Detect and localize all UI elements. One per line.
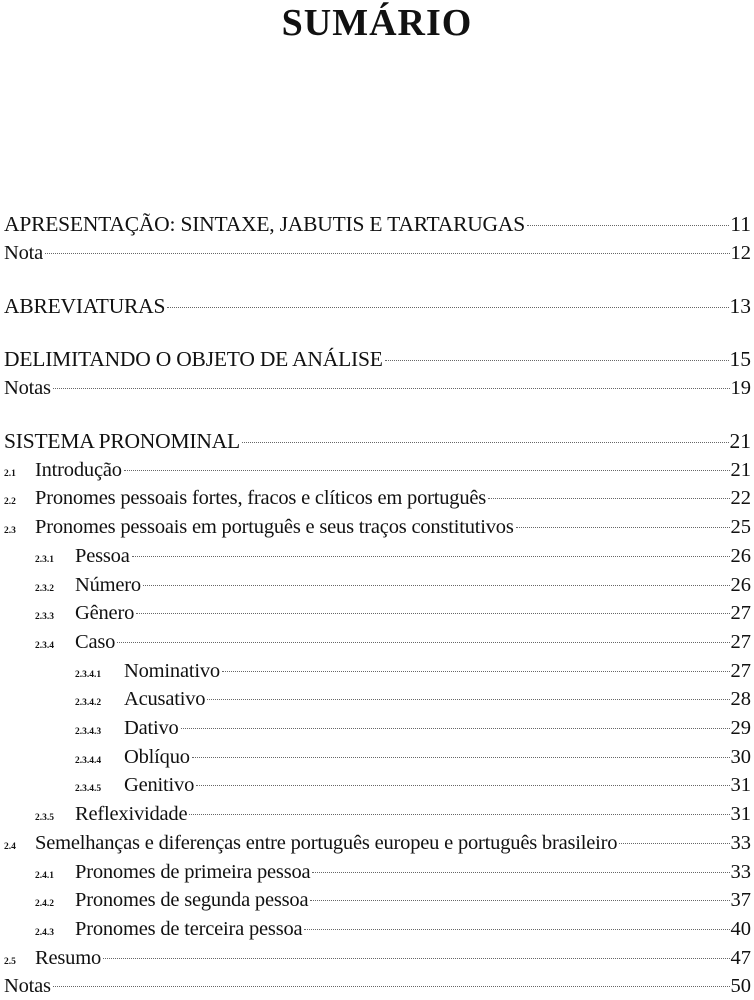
dot-leader [189,814,729,815]
dot-leader [619,843,729,844]
entry-title: ABREVIATURAS [4,293,166,318]
page-number: 50 [730,975,751,998]
page-number: 29 [730,717,751,739]
toc-entry [0,542,751,570]
entry-title: Pronomes pessoais em português e seus traços constitutivos [35,516,514,539]
entry-title: Número [75,573,141,596]
entry-title: Semelhanças e diferenças entre português europeu e português brasileiro [35,831,618,854]
dot-leader [53,986,730,987]
toc-entry [0,571,751,599]
section-number: 2.3.4 [35,640,54,651]
toc-entry [0,685,751,713]
toc-entry [0,456,751,484]
dot-leader [53,388,730,389]
toc-entry [0,292,751,320]
toc-entry [0,915,751,943]
dot-leader [222,671,730,672]
entry-title: Notas [4,975,51,998]
toc-entry [0,513,751,541]
section-number: 2.4 [4,841,16,852]
page-number: 33 [730,860,751,883]
section-number: 2.3.4.3 [75,727,102,737]
dot-leader [207,699,729,700]
toc-entry [0,628,751,656]
page-number: 26 [730,573,751,596]
page-number: 15 [729,347,751,372]
section-number: 2.3 [4,526,16,537]
entry-title: Pronomes de terceira pessoa [75,917,303,940]
page-number: 27 [730,602,751,625]
dot-leader [124,470,730,471]
page-number: 30 [730,745,751,768]
entry-title: Acusativo [124,688,206,711]
page-number: 47 [730,946,751,969]
page-number: 19 [730,376,751,399]
toc-entry [0,484,751,512]
toc-entry [0,599,751,627]
page-number: 22 [730,487,751,510]
dot-leader [117,642,729,643]
entry-title: SISTEMA PRONOMINAL [4,429,240,453]
dot-leader [516,527,730,528]
toc-entry [0,657,751,685]
dot-leader [385,360,729,361]
section-number: 2.3.4.1 [75,669,102,680]
toc-entry [0,374,751,402]
page-number: 33 [730,831,751,854]
dot-leader [192,757,730,758]
toc-entry [0,427,751,455]
entry-title: Introdução [35,458,122,481]
dot-leader [143,585,730,586]
page-number: 13 [729,293,751,318]
page-number: 37 [730,889,751,912]
entry-title: Gênero [75,602,135,625]
page-number: 12 [730,241,751,264]
section-number: 2.3.4.2 [75,698,102,709]
dot-leader [181,728,730,729]
section-number: 2.3.5 [35,813,54,824]
dot-leader [310,900,729,901]
toc-entry [0,345,751,373]
entry-title: Nota [4,241,44,264]
dot-leader [196,785,729,786]
dot-leader [312,872,729,873]
section-number: 2.2 [4,497,16,508]
entry-title: Notas [4,376,51,399]
dot-leader [136,613,729,614]
page-number: 27 [730,630,751,653]
entry-title: Genitivo [124,774,195,797]
toc-entry [0,886,751,914]
dot-leader [132,556,730,557]
section-number: 2.1 [4,468,16,479]
section-number: 2.3.1 [35,554,54,565]
toc-entry [0,858,751,886]
page-title: SUMÁRIO [281,2,473,44]
section-number: 2.4.3 [35,927,54,938]
page-number: 21 [730,458,751,481]
section-number: 2.3.4.5 [75,784,102,795]
page-number: 26 [730,544,751,567]
page-number: 28 [730,688,751,711]
toc-entry [0,239,751,267]
page-number: 11 [730,212,751,236]
dot-leader [242,442,729,443]
toc-entry [0,771,751,799]
dot-leader [488,498,729,499]
toc-entry [0,944,751,972]
entry-title: Dativo [124,717,179,739]
toc-entry [0,800,751,828]
entry-title: APRESENTAÇÃO: SINTAXE, JABUTIS E TARTARUGAS [4,212,525,236]
section-number: 2.5 [4,956,16,967]
toc-entry [0,714,751,742]
page-number: 25 [730,516,751,539]
entry-title: Pronomes de primeira pessoa [75,860,311,883]
page-number: 31 [730,774,751,797]
entry-title: Pronomes pessoais fortes, fracos e clíticos em português [35,487,487,510]
section-number: 2.3.3 [35,612,54,623]
section-number: 2.4.2 [35,899,54,910]
section-number: 2.3.2 [35,583,54,594]
entry-title: Reflexividade [75,803,188,826]
section-number: 2.3.4.4 [75,755,102,766]
toc-entry [0,210,751,238]
toc-entry [0,743,751,771]
entry-title: Resumo [35,946,101,969]
entry-title: Pronomes de segunda pessoa [75,889,309,912]
entry-title: Caso [75,630,116,653]
dot-leader [527,225,729,226]
page-number: 21 [729,429,751,453]
entry-title: DELIMITANDO O OBJETO DE ANÁLISE [4,347,383,372]
section-number: 2.4.1 [35,870,54,881]
dot-leader [103,958,730,959]
page-number: 27 [730,659,751,682]
toc-entry [0,829,751,857]
entry-title: Nominativo [124,659,220,682]
toc-entry [0,972,751,1000]
page-number: 40 [730,917,751,940]
entry-title: Pessoa [75,544,130,567]
dot-leader [45,253,729,254]
dot-leader [167,307,728,308]
dot-leader [304,929,729,930]
page-number: 31 [730,803,751,826]
entry-title: Oblíquo [124,745,190,768]
